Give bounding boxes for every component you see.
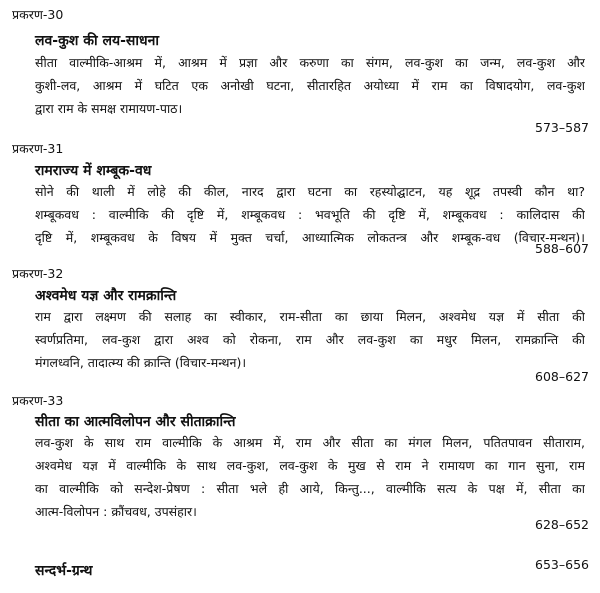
description-line: अश्वमेध यज्ञ में वाल्मीकि के साथ लव-कुश, लव-कुश के मुख से राम ने रामायण का गान सुना, राम bbox=[35, 458, 585, 473]
chapter-label: प्रकरण-30 bbox=[12, 7, 64, 22]
description-line: राम द्वारा लक्ष्मण की सलाह का स्वीकार, राम-सीता का छाया मिलन, अश्वमेध यज्ञ में सीता की bbox=[35, 309, 585, 324]
chapter-title: रामराज्य में शम्बूक-वध bbox=[35, 163, 152, 179]
chapter-description bbox=[35, 431, 585, 523]
page-range: 653–656 bbox=[535, 557, 589, 572]
description-line: शम्बूकवध : वाल्मीकि की दृष्टि में, शम्बूकवध : भवभूति की दृष्टि में, शम्बूकवध : कालिदास की bbox=[35, 207, 585, 222]
page-range: 628–652 bbox=[535, 517, 589, 532]
chapter-label: प्रकरण-33 bbox=[12, 393, 64, 408]
description-line: दृष्टि में, शम्बूकवध के विषय में मुक्त चर्चा, आध्यात्मिक लोकतन्त्र और शम्बूक-वध (विचार-मन्थन)। bbox=[35, 230, 585, 245]
description-line: स्वर्णप्रतिमा, लव-कुश द्वारा अश्व को रोकना, राम और लव-कुश का मधुर मिलन, रामक्रान्ति की bbox=[35, 332, 585, 347]
description-line: सोने की थाली में लोहे की कील, नारद द्वारा घटना का रहस्योद्घाटन, यह शूद्र तपस्वी कौन था? bbox=[35, 184, 585, 199]
page-range: 573–587 bbox=[535, 120, 589, 135]
page-range: 588–607 bbox=[535, 241, 589, 256]
chapter-label: प्रकरण-32 bbox=[12, 266, 64, 281]
description-line: सीता वाल्मीकि-आश्रम में, आश्रम में प्रज्ञा और करुणा का संगम, लव-कुश का जन्म, लव-कुश और bbox=[35, 55, 585, 70]
chapter-description bbox=[35, 305, 585, 374]
page-range: 608–627 bbox=[535, 369, 589, 384]
description-line: आत्म-विलोपन : क्रौंचवध, उपसंहार। bbox=[35, 504, 197, 519]
chapter-title: अश्वमेध यज्ञ और रामक्रान्ति bbox=[35, 288, 177, 304]
description-line: मंगलध्वनि, तादात्म्य की क्रान्ति (विचार-मन्थन)। bbox=[35, 355, 247, 370]
chapter-title: लव-कुश की लय-साधना bbox=[35, 33, 160, 49]
description-line: का वाल्मीकि को सन्देश-प्रेषण : सीता भले ही आये, किन्तु..., वाल्मीकि सत्य के पक्ष में, सीता का bbox=[35, 481, 585, 496]
chapter-title: सीता का आत्मविलोपन और सीताक्रान्ति bbox=[35, 414, 236, 430]
description-line: कुशी-लव, आश्रम में घटित एक अनोखी घटना, सीतारहित अयोध्या में राम का विषादयोग, लव-कुश bbox=[35, 78, 585, 93]
description-line: लव-कुश के साथ राम वाल्मीकि के आश्रम में, राम और सीता का मंगल मिलन, पतितपावन सीताराम, bbox=[35, 435, 585, 450]
references-title: सन्दर्भ-ग्रन्थ bbox=[35, 563, 93, 579]
chapter-description bbox=[35, 180, 585, 249]
description-line: द्वारा राम के समक्ष रामायण-पाठ। bbox=[35, 101, 183, 116]
chapter-label: प्रकरण-31 bbox=[12, 141, 64, 156]
chapter-description bbox=[35, 51, 585, 120]
